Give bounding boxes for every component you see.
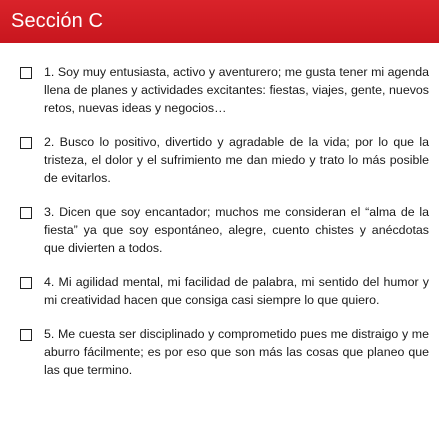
statement-3-checkbox[interactable] xyxy=(20,207,32,219)
section-header xyxy=(0,0,439,43)
statement-item-4 xyxy=(0,273,439,309)
statement-item-5 xyxy=(0,325,439,379)
statement-2-checkbox[interactable] xyxy=(20,137,32,149)
section-title: Sección C xyxy=(11,10,104,32)
statement-1-text: 1. Soy muy entusiasta, activo y aventurero; me gusta tener mi agenda llena de planes y actividades excitantes: fiestas, viajes, gente, nuevos retos, nuevas ideas y negocios… xyxy=(44,65,429,115)
statement-list xyxy=(0,43,439,379)
statement-4-text: 4. Mi agilidad mental, mi facilidad de palabra, mi sentido del humor y mi creatividad hacen que consiga casi siempre lo que quiero. xyxy=(44,275,429,307)
statement-5-text: 5. Me cuesta ser disciplinado y comprometido pues me distraigo y me aburro fácilmente; es por eso que son más las cosas que planeo que las que termino. xyxy=(44,327,429,377)
statement-4-checkbox[interactable] xyxy=(20,277,32,289)
statement-item-2 xyxy=(0,133,439,187)
statement-2-text: 2. Busco lo positivo, divertido y agradable de la vida; por lo que la tristeza, el dolor y el sufrimiento me dan miedo y trato lo más posible de evitarlos. xyxy=(44,135,429,185)
statement-item-3 xyxy=(0,203,439,257)
statement-1-checkbox[interactable] xyxy=(20,67,32,79)
statement-3-text: 3. Dicen que soy encantador; muchos me consideran el “alma de la fiesta” ya que soy espontáneo, alegre, cuento chistes y anécdotas que divierten a todos. xyxy=(44,205,429,255)
statement-5-checkbox[interactable] xyxy=(20,329,32,341)
statement-item-1 xyxy=(0,63,439,117)
